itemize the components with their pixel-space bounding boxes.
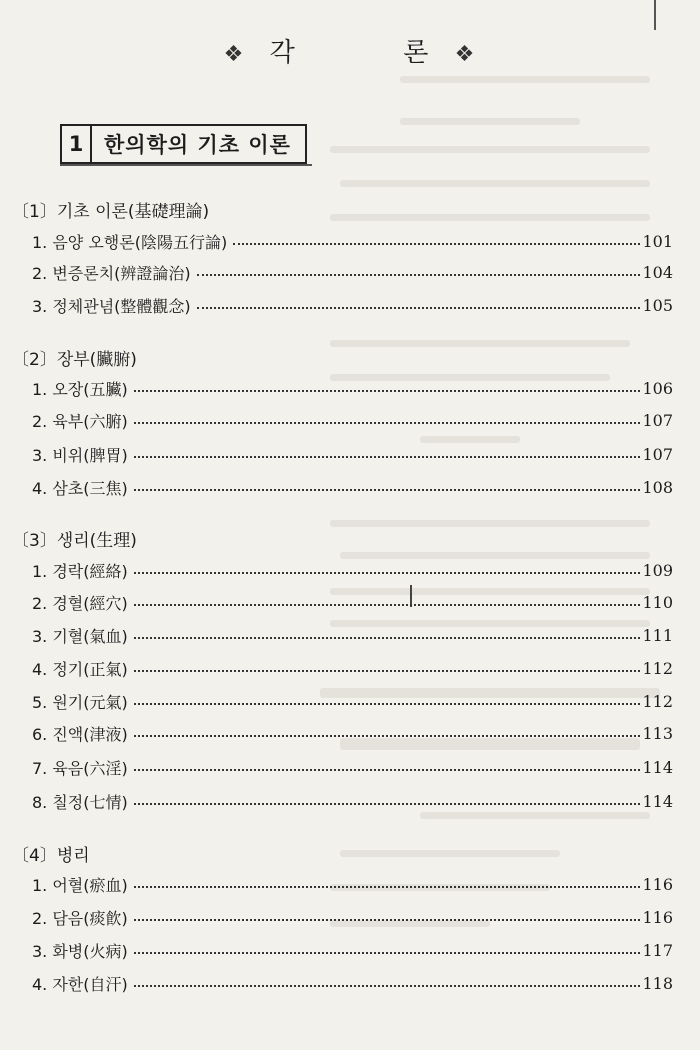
section-underline	[60, 164, 312, 166]
toc-entry[interactable]	[32, 871, 673, 897]
leader-dots	[134, 703, 641, 705]
leader-dots	[134, 886, 641, 888]
leader-dots	[134, 952, 641, 954]
leader-dots	[134, 803, 641, 805]
toc-entry-label: 7. 육음(六淫)	[32, 758, 128, 778]
group-heading-2: 〔2〕장부(臟腑)	[12, 350, 137, 370]
toc-entry-page: 117	[642, 940, 673, 960]
toc-entry-label: 2. 육부(六腑)	[32, 411, 128, 431]
toc-entry-label: 1. 오장(五臟)	[32, 379, 128, 399]
section-heading	[60, 124, 307, 164]
toc-entry-page: 113	[642, 723, 673, 743]
toc-entry-page: 118	[642, 973, 673, 993]
toc-entry-label: 2. 변증론치(辨證論治)	[32, 263, 191, 283]
leader-dots	[233, 243, 640, 245]
group-heading-4: 〔4〕병리	[12, 846, 90, 866]
section-number: 1	[62, 126, 92, 162]
group-heading-3: 〔3〕생리(生理)	[12, 531, 137, 551]
leader-dots	[134, 456, 641, 458]
toc-entry-label: 2. 경혈(經穴)	[32, 593, 128, 613]
toc-entry-label: 1. 어혈(瘀血)	[32, 875, 128, 895]
toc-entry-page: 112	[642, 691, 673, 711]
leader-dots	[134, 572, 641, 574]
page-title	[0, 32, 700, 69]
toc-entry[interactable]	[32, 655, 673, 681]
leader-dots	[197, 307, 641, 309]
toc-entry-page: 105	[642, 295, 673, 315]
leader-dots	[134, 489, 641, 491]
toc-entry[interactable]	[32, 904, 673, 930]
toc-entry[interactable]	[32, 720, 673, 746]
toc-entry[interactable]	[32, 589, 673, 615]
group-heading-1: 〔1〕기초 이론(基礎理論)	[12, 202, 210, 222]
leader-dots	[134, 390, 641, 392]
diamond-ornament-icon: ❖	[223, 42, 246, 67]
toc-entry[interactable]	[32, 622, 673, 648]
toc-entry-label: 3. 화병(火病)	[32, 941, 128, 961]
toc-entry-page: 116	[642, 874, 673, 894]
leader-dots	[197, 274, 641, 276]
toc-entry[interactable]	[32, 259, 673, 285]
toc-entry[interactable]	[32, 970, 673, 996]
toc-entry-page: 101	[642, 231, 673, 251]
toc-entry-page: 111	[642, 625, 673, 645]
toc-entry-page: 107	[642, 444, 673, 464]
title-word-2: 론	[403, 38, 431, 68]
toc-entry[interactable]	[32, 474, 673, 500]
leader-dots	[134, 769, 641, 771]
leader-dots	[134, 919, 641, 921]
toc-entry[interactable]	[32, 292, 673, 318]
toc-entry-page: 108	[642, 477, 673, 497]
toc-entry[interactable]	[32, 441, 673, 467]
toc-entry-label: 8. 칠정(七情)	[32, 792, 128, 812]
toc-entry-label: 5. 원기(元氣)	[32, 692, 128, 712]
toc-entry[interactable]	[32, 375, 673, 401]
toc-entry-page: 114	[642, 757, 673, 777]
leader-dots	[134, 985, 641, 987]
leader-dots	[134, 735, 641, 737]
toc-entry-page: 109	[642, 560, 673, 580]
toc-entry[interactable]	[32, 788, 673, 814]
diamond-ornament-icon: ❖	[454, 42, 477, 67]
toc-entry-page: 116	[642, 907, 673, 927]
toc-entry[interactable]	[32, 937, 673, 963]
leader-dots	[134, 670, 641, 672]
leader-dots	[134, 637, 641, 639]
title-word-1: 각	[269, 38, 297, 68]
toc-entry[interactable]	[32, 754, 673, 780]
section-title: 한의학의 기초 이론	[104, 133, 291, 157]
toc-entry[interactable]	[32, 557, 673, 583]
toc-entry-label: 3. 정체관념(整體觀念)	[32, 296, 191, 316]
toc-entry-label: 2. 담음(痰飮)	[32, 908, 128, 928]
toc-entry-page: 114	[642, 791, 673, 811]
toc-entry-label: 3. 기혈(氣血)	[32, 626, 128, 646]
toc-entry[interactable]	[32, 407, 673, 433]
toc-entry-label: 4. 정기(正氣)	[32, 659, 128, 679]
toc-entry-page: 104	[642, 262, 673, 282]
leader-dots	[134, 422, 641, 424]
toc-entry-page: 107	[642, 410, 673, 430]
toc-entry-label: 3. 비위(脾胃)	[32, 445, 128, 465]
toc-entry[interactable]	[32, 228, 673, 254]
toc-entry-page: 110	[642, 592, 673, 612]
toc-entry-page: 112	[642, 658, 673, 678]
leader-dots	[134, 604, 641, 606]
toc-entry-label: 4. 자한(自汗)	[32, 974, 128, 994]
toc-entry-label: 6. 진액(津液)	[32, 724, 128, 744]
toc-entry-label: 4. 삼초(三焦)	[32, 478, 128, 498]
page-edge-mark	[654, 0, 656, 30]
toc-entry-page: 106	[642, 378, 673, 398]
toc-entry-label: 1. 경락(經絡)	[32, 561, 128, 581]
toc-entry[interactable]	[32, 688, 673, 714]
toc-entry-label: 1. 음양 오행론(陰陽五行論)	[32, 232, 228, 252]
